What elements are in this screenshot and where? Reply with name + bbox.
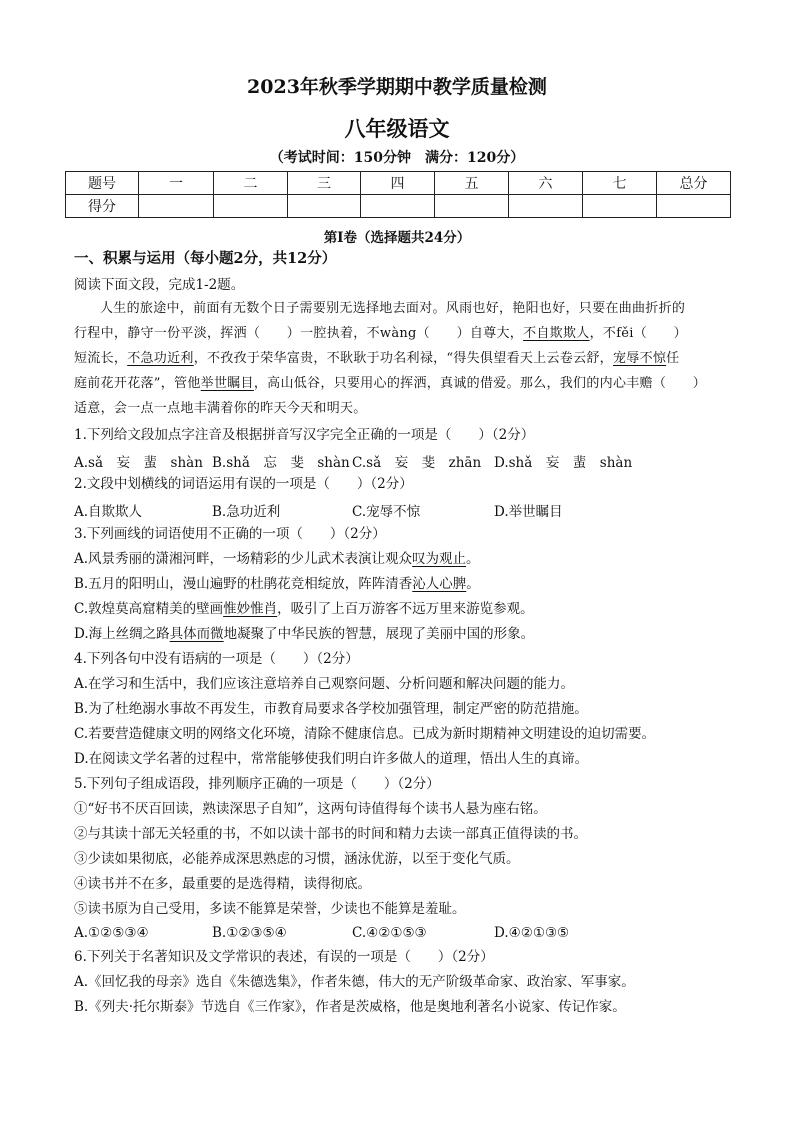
- q6-option-a[interactable]: A.《回忆我的母亲》选自《朱德选集》，作者朱德，伟大的无产阶级革命家、政治家、军事家。: [74, 974, 635, 990]
- subject-title: 八年级语文: [344, 116, 450, 141]
- q2-option-a[interactable]: A.自欺欺人: [74, 504, 143, 520]
- q3-option-a[interactable]: [74, 550, 480, 568]
- q4-option-c[interactable]: C.若要营造健康文明的网络文化环境，清除不健康信息。已成为新时期精神文明建设的迫切需要。: [74, 726, 656, 742]
- question-5-stem: 5.下列句子组成语段，排列顺序正确的一项是（ ）（2分）: [74, 776, 440, 792]
- q4-option-b[interactable]: B.为了杜绝溺水事故不再发生，市教育局要求各学校加强管理，制定严密的防范措施。: [74, 701, 588, 717]
- option-text: ，吸引了上百万游客不远万里来游览参观。: [277, 601, 534, 617]
- passage-text: 任: [666, 351, 680, 366]
- underlined-phrase: 不急功近利: [127, 351, 194, 366]
- score-cell-empty[interactable]: [139, 195, 214, 218]
- score-table-score-row: [66, 195, 731, 218]
- q5-option-b[interactable]: B.①②③⑤④: [212, 925, 287, 941]
- question-2-stem: 2.文段中划横线的词语运用有误的一项是（ ）（2分）: [74, 476, 413, 492]
- score-table-header-row: [66, 172, 731, 195]
- q1-option-a[interactable]: A.sǎ 妄 蜚 shàn: [74, 455, 203, 471]
- question-1-stem: 1.下列给文段加点字注音及根据拼音写汉字完全正确的一项是（ ）（2分）: [74, 427, 535, 443]
- q5-sentence-2: ②与其读十部无关轻重的书，不如以读十部书的时间和精力去读一部真正值得读的书。: [74, 826, 587, 842]
- option-text: 。: [466, 576, 480, 592]
- underlined-phrase: 惟妙惟肖: [223, 601, 278, 617]
- score-cell-empty[interactable]: [288, 195, 361, 218]
- score-cell-header: 六: [509, 172, 583, 195]
- q6-option-b[interactable]: B.《列夫·托尔斯泰》节选自《三作家》，作者是茨威格，他是奥地利著名小说家、传记作家。: [74, 999, 626, 1015]
- passage-line-1: 人生的旅途中，前面有无数个日子需要别无选择地去面对。风雨也好，艳阳也好，只要在曲曲折折的: [100, 301, 686, 316]
- score-row-label: 得分: [66, 195, 139, 218]
- q5-sentence-5: ⑤读书原为自己受用，多读不能算是荣誉，少读也不能算是羞耻。: [74, 901, 466, 917]
- q3-option-d[interactable]: [74, 625, 534, 643]
- passage-text: ，高山低谷，只要用心的挥洒，真诚的借爱。那么，我们的内心丰赡（ ）: [253, 376, 707, 391]
- score-cell-empty[interactable]: [583, 195, 657, 218]
- passage-line-5: 适意，会一点一点地丰满着你的昨天今天和明天。: [74, 401, 367, 416]
- passage-line-3: [74, 350, 679, 368]
- score-cell-header: 四: [361, 172, 435, 195]
- question-6-stem: 6.下列关于名著知识及文学常识的表述，有误的一项是（ ）（2分）: [74, 949, 494, 965]
- score-cell-header: 题号: [66, 172, 139, 195]
- question-3-stem: 3.下列画线的词语使用不正确的一项（ ）（2分）: [74, 526, 386, 542]
- score-table: [65, 171, 731, 218]
- q4-option-a[interactable]: A.在学习和生活中，我们应该注意培养自己观察问题、分析问题和解决问题的能力。: [74, 676, 575, 692]
- score-cell-header: 七: [583, 172, 657, 195]
- q1-option-d[interactable]: D.shǎ 妄 蜚 shàn: [494, 455, 633, 471]
- underlined-phrase: 具体而微: [169, 626, 224, 642]
- q2-option-c[interactable]: C.宠辱不惊: [352, 504, 421, 520]
- option-text: A.风景秀丽的潇湘河畔，一场精彩的少儿武术表演让观众: [74, 551, 413, 567]
- score-cell-header: 一: [139, 172, 214, 195]
- option-text: C.敦煌莫高窟精美的壁画: [74, 601, 224, 617]
- q5-option-d[interactable]: D.④②①③⑤: [494, 925, 570, 941]
- score-cell-header: 总分: [657, 172, 731, 195]
- q5-sentence-3: ③少读如果彻底，必能养成深思熟虑的习惯，涵泳优游，以至于变化气质。: [74, 851, 520, 867]
- option-text: 地凝聚了中华民族的智慧，展现了美丽中国的形象。: [223, 626, 535, 642]
- score-cell-header: 三: [288, 172, 361, 195]
- part-heading: 一、积累与运用（每小题2分，共12分）: [74, 250, 337, 267]
- score-cell-empty[interactable]: [509, 195, 583, 218]
- passage-text: ，不fěi（ ）: [589, 326, 687, 341]
- q5-option-a[interactable]: A.①②⑤③④: [74, 925, 149, 941]
- q1-option-c[interactable]: C.sǎ 妄 斐 zhān: [352, 455, 482, 471]
- passage-text: 庭前花开花落”，管他: [74, 376, 201, 391]
- q4-option-d[interactable]: D.在阅读文学名著的过程中，常常能够使我们明白许多做人的道理，悟出人生的真谛。: [74, 751, 589, 767]
- score-cell-empty[interactable]: [361, 195, 435, 218]
- passage-text: ，不孜孜于荣华富贵，不耿耿于功名利禄，“得失俱望看天上云卷云舒，: [193, 351, 613, 366]
- score-cell-header: 五: [435, 172, 509, 195]
- q1-option-b[interactable]: B.shǎ 忘 斐 shàn: [212, 455, 350, 471]
- score-cell-empty[interactable]: [657, 195, 731, 218]
- underlined-phrase: 举世瞩目: [200, 376, 254, 391]
- passage-text: 行程中，静守一份平淡，挥洒（ ）一腔执着，不wàng（ ）自尊大，: [74, 326, 524, 341]
- underlined-phrase: 不自欺欺人: [523, 326, 590, 341]
- q5-option-c[interactable]: C.④②①⑤③: [352, 925, 427, 941]
- option-text: 。: [466, 551, 480, 567]
- score-cell-empty[interactable]: [214, 195, 288, 218]
- option-text: B.五月的阳明山，漫山遍野的杜鹃花竞相绽放，阵阵清香: [74, 576, 413, 592]
- passage-text: 短流长，: [74, 351, 128, 366]
- q5-sentence-1: ①“好书不厌百回读，熟读深思子自知”，这两句诗值得每个读书人悬为座右铭。: [74, 801, 547, 817]
- score-cell-header: 二: [214, 172, 288, 195]
- q3-option-b[interactable]: [74, 575, 480, 593]
- q5-sentence-4: ④读书并不在多，最重要的是选得精，读得彻底。: [74, 876, 371, 892]
- score-cell-empty[interactable]: [435, 195, 509, 218]
- q3-option-c[interactable]: [74, 600, 534, 618]
- option-text: D.海上丝绸之路: [74, 626, 170, 642]
- question-4-stem: 4.下列各句中没有语病的一项是（ ）（2分）: [74, 651, 359, 667]
- passage-line-2: [74, 325, 687, 343]
- exam-info: （考试时间：150分钟 满分：120分）: [269, 150, 525, 166]
- q2-option-b[interactable]: B.急功近利: [212, 504, 281, 520]
- underlined-phrase: 沁人心脾: [412, 576, 467, 592]
- passage-line-4: [74, 375, 706, 393]
- section-label: 第Ⅰ卷（选择题共24分）: [323, 230, 471, 246]
- exam-title: 2023年秋季学期期中教学质量检测: [247, 76, 547, 98]
- underlined-phrase: 叹为观止: [412, 551, 467, 567]
- reading-intro: 阅读下面文段，完成1-2题。: [74, 277, 245, 293]
- underlined-phrase: 宠辱不惊: [612, 351, 667, 366]
- q2-option-d[interactable]: D.举世瞩目: [494, 504, 563, 520]
